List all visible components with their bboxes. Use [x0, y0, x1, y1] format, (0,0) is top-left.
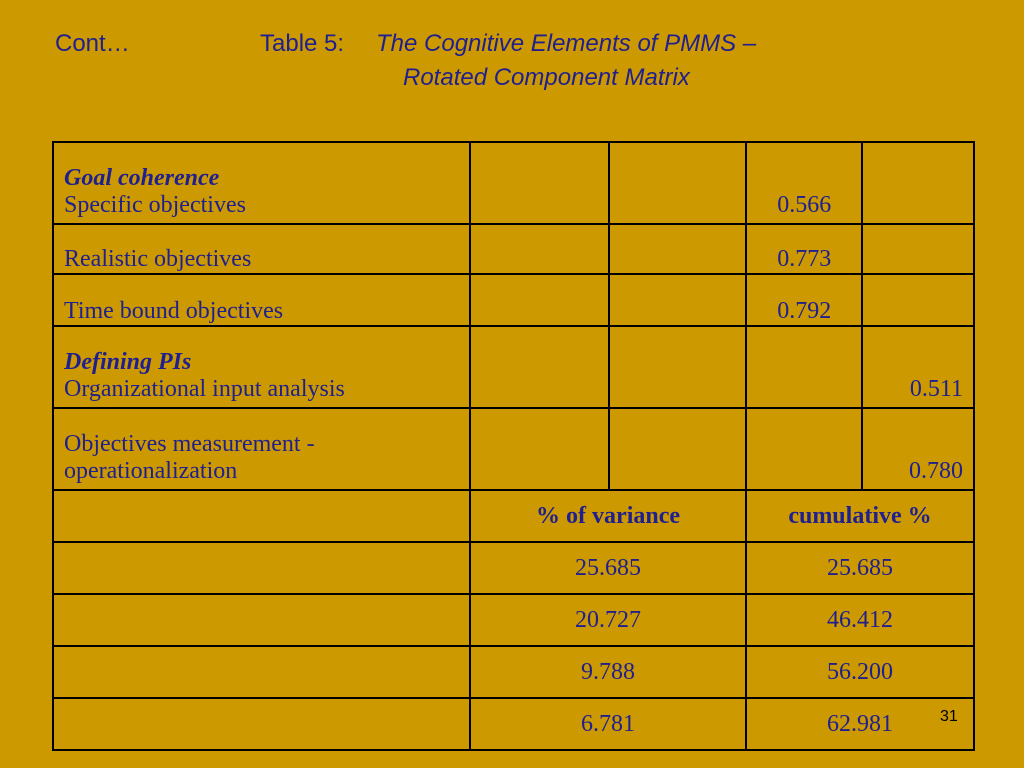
group-heading: Defining PIs [64, 349, 192, 375]
item-cell [53, 326, 470, 408]
loading-cell: 0.780 [862, 408, 974, 490]
loading-cell: 0.792 [746, 274, 862, 326]
item-label: Time bound objectives [53, 274, 470, 326]
variance-value: 6.781 [470, 698, 746, 750]
table-row [53, 408, 974, 490]
table-row [53, 224, 974, 274]
slide-title [0, 0, 1024, 110]
item-label: Specific objectives [64, 192, 246, 218]
table-row [53, 274, 974, 326]
variance-header: % of variance [470, 490, 746, 542]
item-label: Realistic objectives [53, 224, 470, 274]
table-row [53, 142, 974, 224]
table-label: Table 5: [260, 30, 345, 57]
table-row [53, 594, 974, 646]
page-number: 31 [940, 708, 958, 725]
table-row [53, 646, 974, 698]
loading-cell [862, 274, 974, 326]
table-title-line1: The Cognitive Elements of PMMS – [376, 30, 757, 57]
component-matrix-table [52, 141, 975, 751]
loading-cell [746, 326, 862, 408]
group-heading: Goal coherence [64, 165, 220, 191]
loading-cell: 0.511 [862, 326, 974, 408]
variance-value: 9.788 [470, 646, 746, 698]
table-row [53, 542, 974, 594]
item-cell [53, 142, 470, 224]
table-row [53, 698, 974, 750]
cumulative-value: 46.412 [746, 594, 974, 646]
table-row [53, 326, 974, 408]
cont-label: Cont… [55, 30, 130, 57]
loading-cell [862, 142, 974, 224]
table-title-line2: Rotated Component Matrix [403, 64, 690, 91]
loading-cell: 0.773 [746, 224, 862, 274]
item-label: Objectives measurement - operationalization [53, 408, 470, 490]
variance-value: 25.685 [470, 542, 746, 594]
item-label: Organizational input analysis [64, 376, 345, 402]
variance-value: 20.727 [470, 594, 746, 646]
table-row [53, 490, 974, 542]
loading-cell [862, 224, 974, 274]
cumulative-value: 56.200 [746, 646, 974, 698]
cumulative-header: cumulative % [746, 490, 974, 542]
loading-cell: 0.566 [746, 142, 862, 224]
cumulative-value: 25.685 [746, 542, 974, 594]
loading-cell [746, 408, 862, 490]
cumulative-value: 62.981 [746, 698, 974, 750]
